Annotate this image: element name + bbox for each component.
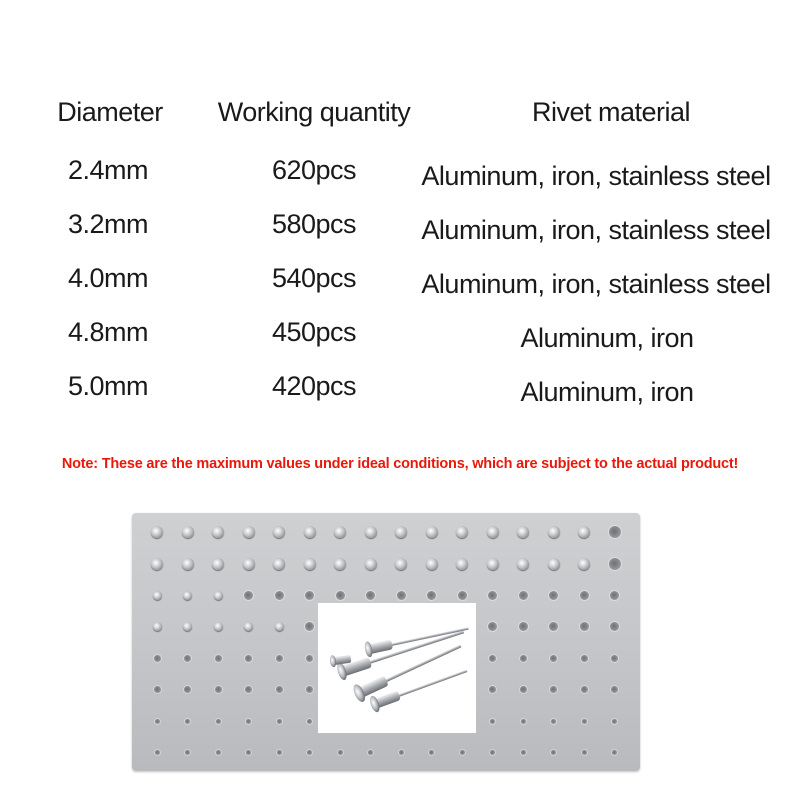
rivet-in-hole — [275, 622, 284, 631]
plate-hole — [550, 686, 557, 693]
plate-hole — [336, 591, 345, 600]
plate-hole — [185, 750, 190, 755]
rivet-in-hole — [212, 558, 224, 570]
cell-diameter: 3.2mm — [67, 209, 149, 239]
plate-hole — [397, 591, 406, 600]
plate-hole — [338, 750, 343, 755]
plate-hole — [215, 686, 222, 693]
plate-hole — [276, 686, 283, 693]
plate-hole — [184, 686, 191, 693]
cell-material: Aluminum, iron, stainless steel — [421, 161, 771, 191]
rivet-in-hole — [273, 558, 285, 570]
plate-hole — [216, 750, 221, 755]
plate-hole — [551, 719, 556, 724]
plate-hole — [582, 719, 587, 724]
plate-hole — [549, 622, 558, 631]
cell-quantity: 580pcs — [271, 209, 357, 239]
rivet-in-hole — [153, 622, 162, 631]
header-working-quantity: Working quantity — [217, 97, 411, 127]
plate-hole — [368, 750, 373, 755]
plate-hole — [427, 591, 436, 600]
plate-hole — [307, 750, 312, 755]
rivet-in-hole — [487, 558, 499, 570]
plate-hole — [609, 558, 621, 570]
plate-hole — [245, 686, 252, 693]
cell-diameter: 4.0mm — [67, 263, 149, 293]
rivet-in-hole — [426, 526, 438, 538]
plate-hole — [277, 750, 282, 755]
rivet-in-hole — [182, 526, 194, 538]
rivet-in-hole — [334, 526, 346, 538]
rivet-in-hole — [365, 558, 377, 570]
rivet-in-hole — [214, 622, 223, 631]
plate-hole — [610, 622, 619, 631]
plate-hole — [520, 686, 527, 693]
plate-hole — [521, 750, 526, 755]
rivet-in-hole — [395, 558, 407, 570]
plate-hole — [581, 686, 588, 693]
rivet-in-hole — [304, 526, 316, 538]
plate-hole — [520, 655, 527, 662]
plate-hole — [519, 591, 528, 600]
plate-hole — [490, 719, 495, 724]
plate-hole — [458, 591, 467, 600]
plate-hole — [185, 719, 190, 724]
plate-hole — [489, 686, 496, 693]
rivet-in-hole — [243, 526, 255, 538]
plate-hole — [489, 655, 496, 662]
rivet-in-hole — [578, 526, 590, 538]
plate-hole — [550, 655, 557, 662]
rivet-in-hole — [304, 558, 316, 570]
plate-hole — [246, 719, 251, 724]
rivet-in-hole — [183, 591, 192, 600]
plate-hole — [521, 719, 526, 724]
plate-hole — [488, 591, 497, 600]
plate-hole — [155, 750, 160, 755]
plate-hole — [154, 655, 161, 662]
plate-hole — [216, 719, 221, 724]
plate-hole — [277, 719, 282, 724]
rivet-in-hole — [548, 558, 560, 570]
plate-hole — [306, 686, 313, 693]
cell-material: Aluminum, iron — [520, 323, 694, 353]
rivet-in-hole — [395, 526, 407, 538]
plate-hole — [609, 526, 621, 538]
rivet-in-hole — [182, 558, 194, 570]
rivet-in-hole — [244, 622, 253, 631]
rivet-in-hole — [548, 526, 560, 538]
cell-material: Aluminum, iron — [520, 377, 694, 407]
plate-hole — [275, 591, 284, 600]
rivet-in-hole — [426, 558, 438, 570]
plate-hole — [215, 655, 222, 662]
header-rivet-material: Rivet material — [531, 97, 691, 127]
cell-diameter: 2.4mm — [67, 155, 149, 185]
plate-hole — [245, 655, 252, 662]
plate-hole — [276, 655, 283, 662]
rivet-in-hole — [517, 558, 529, 570]
cell-material: Aluminum, iron, stainless steel — [421, 269, 771, 299]
plate-hole — [580, 591, 589, 600]
plate-hole — [429, 750, 434, 755]
plate-hole — [307, 719, 312, 724]
plate-hole — [519, 622, 528, 631]
plate-hole — [366, 591, 375, 600]
rivet-in-hole — [273, 526, 285, 538]
rivet-in-hole — [578, 558, 590, 570]
plate-hole — [551, 750, 556, 755]
rivet-in-hole — [212, 526, 224, 538]
rivet-in-hole — [517, 526, 529, 538]
rivet-in-hole — [153, 591, 162, 600]
plate-hole — [246, 750, 251, 755]
plate-hole — [306, 655, 313, 662]
rivet-in-hole — [365, 526, 377, 538]
plate-hole — [460, 750, 465, 755]
plate-hole — [154, 686, 161, 693]
rivet-in-hole — [183, 622, 192, 631]
plate-hole — [611, 686, 618, 693]
rivet-in-hole — [214, 591, 223, 600]
disclaimer-note: Note: These are the maximum values under ideal conditions, which are subject to the actual product! — [61, 456, 739, 472]
rivet-in-hole — [151, 558, 163, 570]
plate-hole — [399, 750, 404, 755]
plate-hole — [488, 622, 497, 631]
plate-hole — [612, 719, 617, 724]
cell-quantity: 540pcs — [271, 263, 357, 293]
rivet-product-photo — [318, 603, 476, 733]
rivet-in-hole — [456, 526, 468, 538]
plate-hole — [184, 655, 191, 662]
blind-rivets-image — [318, 603, 476, 733]
plate-hole — [244, 591, 253, 600]
plate-hole — [305, 622, 314, 631]
cell-quantity: 620pcs — [271, 155, 357, 185]
plate-hole — [490, 750, 495, 755]
plate-hole — [305, 591, 314, 600]
plate-hole — [582, 750, 587, 755]
rivet-in-hole — [334, 558, 346, 570]
plate-hole — [611, 655, 618, 662]
header-diameter: Diameter — [57, 97, 163, 127]
cell-diameter: 5.0mm — [67, 371, 149, 401]
rivet-in-hole — [456, 558, 468, 570]
rivet-in-hole — [487, 526, 499, 538]
plate-hole — [610, 591, 619, 600]
plate-hole — [580, 622, 589, 631]
cell-quantity: 420pcs — [271, 371, 357, 401]
plate-hole — [155, 719, 160, 724]
cell-material: Aluminum, iron, stainless steel — [421, 215, 771, 245]
rivet-in-hole — [151, 526, 163, 538]
plate-hole — [549, 591, 558, 600]
cell-quantity: 450pcs — [271, 317, 357, 347]
plate-hole — [612, 750, 617, 755]
plate-hole — [581, 655, 588, 662]
rivet-in-hole — [243, 558, 255, 570]
cell-diameter: 4.8mm — [67, 317, 149, 347]
